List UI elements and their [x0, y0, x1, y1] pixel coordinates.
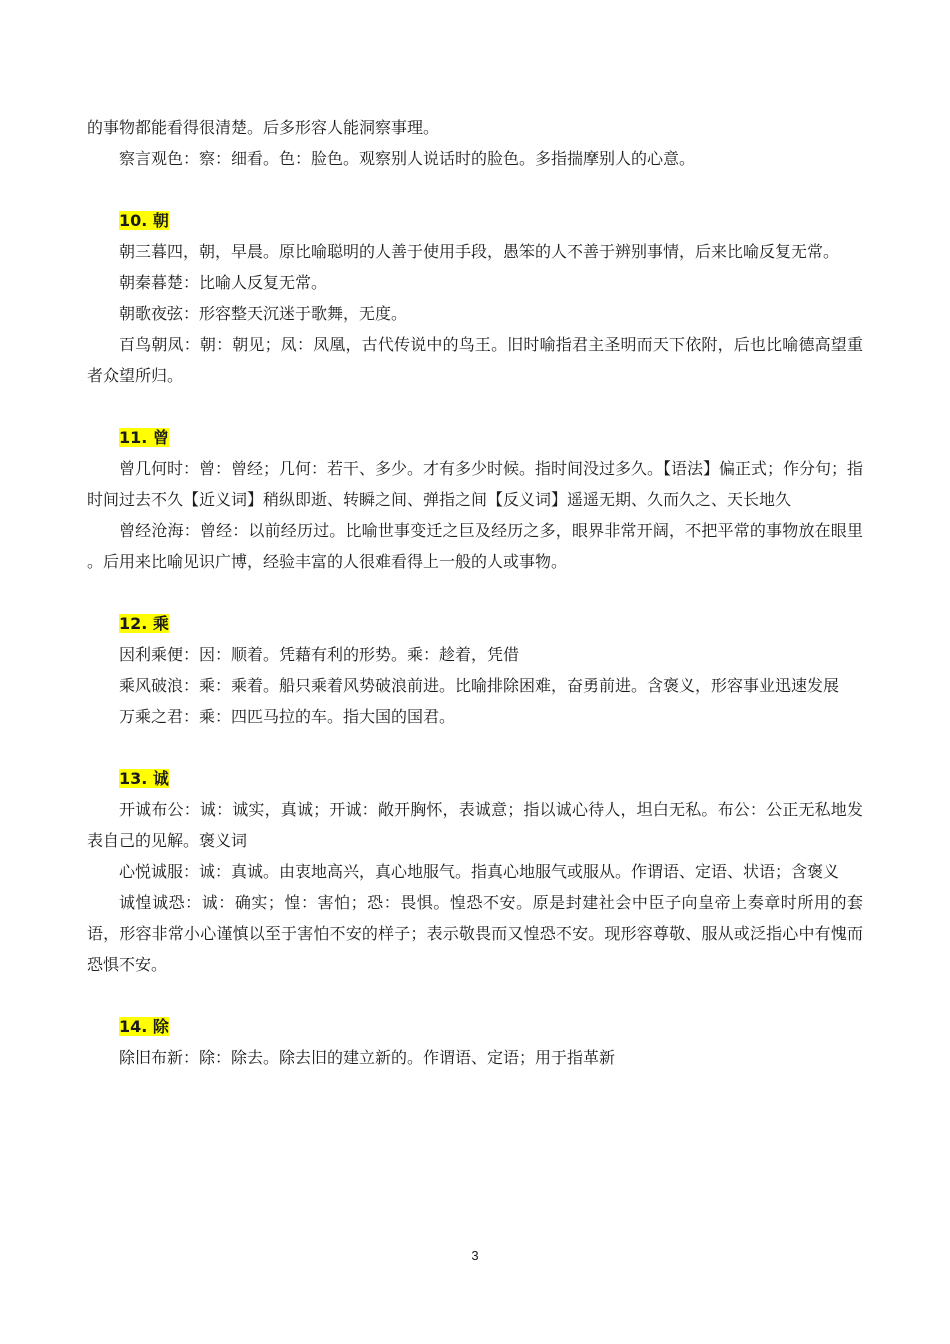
entry-chujiubuxin: 除旧布新：除：除去。除去旧的建立新的。作谓语、定语；用于指革新 [119, 1048, 616, 1067]
section-heading-11: 11. 曾 [119, 428, 169, 447]
section-heading-13: 13. 诚 [119, 769, 169, 788]
continued-paragraph: 的事物都能看得很清楚。后多形容人能洞察事理。 [87, 118, 440, 137]
section-heading-12: 12. 乘 [119, 614, 169, 633]
page-number: 3 [471, 1248, 479, 1263]
entry-chengfengpolang: 乘风破浪：乘：乘着。船只乘着风势破浪前进。比喻排除困难，奋勇前进。含褒义，形容事业迅速发展 [119, 676, 840, 695]
entry-bainiaochaofeng: 百鸟朝凤：朝：朝见；凤：凤凰，古代传说中的鸟王。旧时喻指君主圣明而天下依附，后也比喻德高望重者众望所归。 [87, 335, 863, 385]
entry-zhaogeyexian: 朝歌夜弦：形容整天沉迷于歌舞，无度。 [119, 304, 408, 323]
section-heading-14: 14. 除 [119, 1017, 169, 1036]
entry-xinyuechengfu: 心悦诚服：诚：真诚。由衷地高兴，真心地服气。指真心地服气或服从。作谓语、定语、状语；含褒义 [119, 862, 840, 881]
entry-chenghuangchengkong: 诚惶诚恐：诚：确实；惶：害怕；恐：畏惧。惶恐不安。原是封建社会中臣子向皇帝上奏章时所用的套语，形容非常小心谨慎以至于害怕不安的样子；表示敬畏而又惶恐不安。现形容尊敬、服从或泛指心中有愧而恐惧不安。 [87, 893, 863, 974]
entry-yinlichengbian: 因利乘便：因：顺着。凭藉有利的形势。乘：趁着，凭借 [119, 645, 520, 664]
entry-zhaoqinmuchu: 朝秦暮楚：比喻人反复无常。 [119, 273, 328, 292]
entry-wanshengzhijun: 万乘之君：乘：四匹马拉的车。指大国的国君。 [119, 707, 456, 726]
entry-cengjingcanghai: 曾经沧海：曾经：以前经历过。比喻世事变迁之巨及经历之多，眼界非常开阔，不把平常的事物放在眼里 。后用来比喻见识广博，经验丰富的人很难看得上一般的人或事物。 [87, 521, 863, 571]
entry-zhaosanmusi: 朝三暮四，朝，早晨。原比喻聪明的人善于使用手段，愚笨的人不善于辨别事情，后来比喻反复无常。 [119, 242, 840, 261]
entry-chayanguanse: 察言观色：察：细看。色：脸色。观察别人说话时的脸色。多指揣摩别人的心意。 [119, 149, 696, 168]
document-body [87, 112, 863, 1073]
entry-kaichengbugong: 开诚布公：诚：诚实，真诚；开诚：敞开胸怀，表诚意；指以诚心待人，坦白无私。布公：公正无私地发表自己的见解。褒义词 [87, 800, 863, 850]
entry-cengjiheshi: 曾几何时：曾：曾经；几何：若干、多少。才有多少时候。指时间没过多久。【语法】偏正式；作分句；指时间过去不久【近义词】稍纵即逝、转瞬之间、弹指之间【反义词】遥遥无期、久而久之、天长地久 [87, 459, 864, 509]
section-heading-10: 10. 朝 [119, 211, 169, 230]
